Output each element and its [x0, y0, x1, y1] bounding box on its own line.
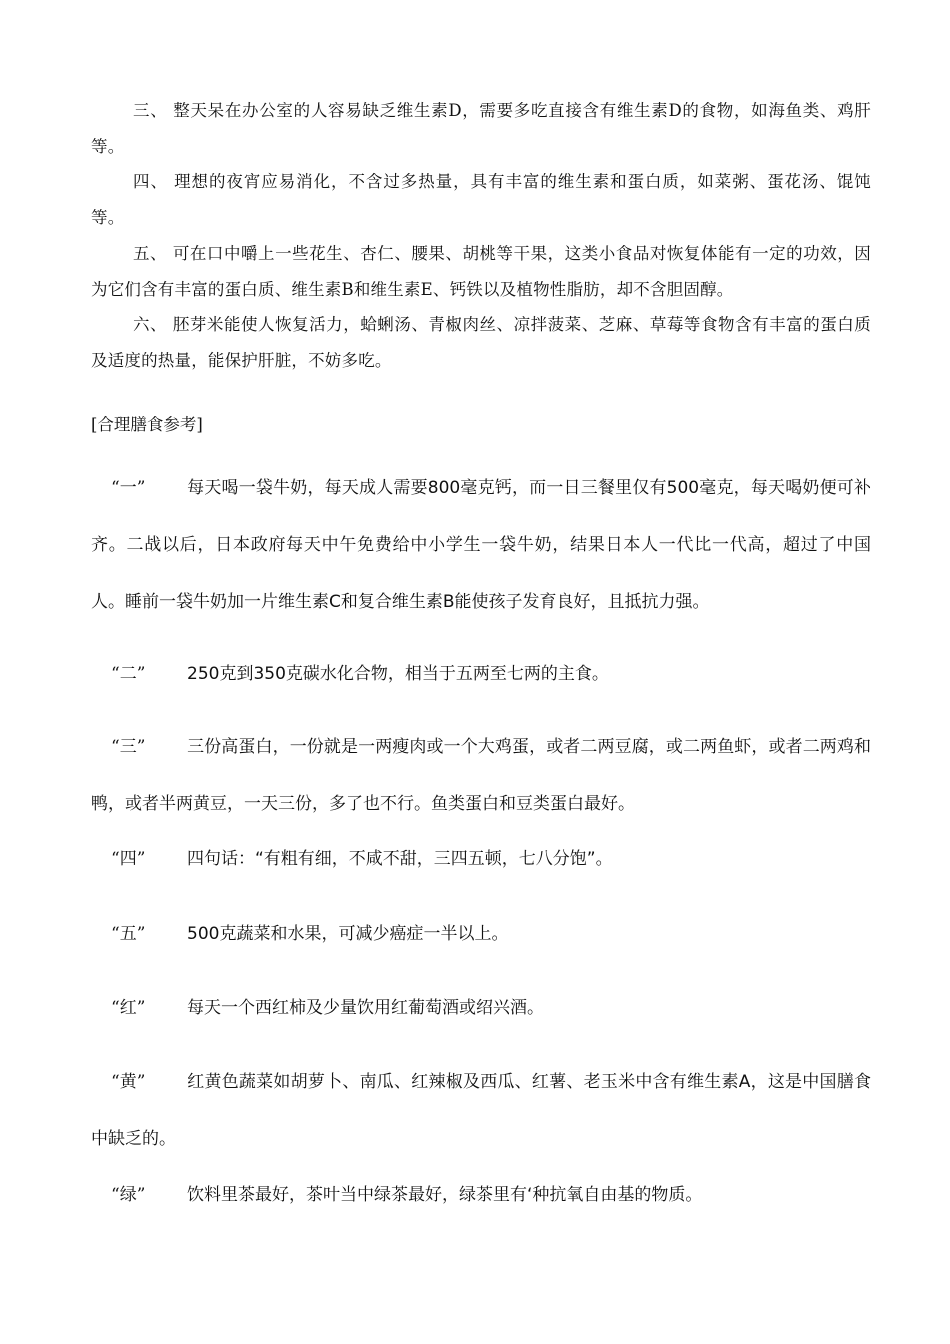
item-text: 四句话：“有粗有细，不咸不甜，三四五顿，七八分饱”。: [187, 849, 613, 869]
paragraph-3: [91, 93, 871, 165]
item-label: “三”: [111, 737, 146, 757]
diet-item-two: [91, 646, 871, 703]
item-label: “红”: [111, 998, 146, 1018]
item-text: 红黄色蔬菜如胡萝卜、南瓜、红辣椒及西瓜、红薯、老玉米中含有维生素A，这是中国膳食中缺乏的。: [91, 1072, 871, 1149]
paragraph-5: [91, 236, 871, 308]
item-label: “二”: [111, 664, 146, 684]
paragraph-text: 五、 可在口中嚼上一些花生、杏仁、腰果、胡桃等干果，这类小食品对恢复体能有一定的功效，因为它们含有丰富的蛋白质、维生素B和维生素E、钙铁以及植物性脂肪，却不含胆固醇。: [91, 244, 871, 299]
item-label: “五”: [111, 924, 146, 944]
item-text: 每天喝一袋牛奶，每天成人需要800毫克钙，而一日三餐里仅有500毫克，每天喝奶便可补齐。二战以后，日本政府每天中午免费给中小学生一袋牛奶，结果日本人一代比一代高，超过了中国人。睡前一袋牛奶加一片维生素C和复合维生素B能使孩子发育良好，且抵抗力强。: [91, 478, 871, 612]
item-label: “黄”: [111, 1072, 146, 1092]
item-label: “四”: [111, 849, 146, 869]
paragraph-6: [91, 307, 871, 379]
diet-item-five: [91, 906, 871, 963]
diet-item-red: [91, 980, 871, 1037]
item-text: 三份高蛋白，一份就是一两瘦肉或一个大鸡蛋，或者二两豆腐，或二两鱼虾，或者二两鸡和鸭，或者半两黄豆，一天三份，多了也不行。鱼类蛋白和豆类蛋白最好。: [91, 737, 871, 814]
item-text: 饮料里茶最好，茶叶当中绿茶最好，绿茶里有‘种抗氧自由基的物质。: [187, 1185, 703, 1205]
paragraph-text: 六、 胚芽米能使人恢复活力，蛤蜊汤、青椒肉丝、凉拌菠菜、芝麻、草莓等食物含有丰富的蛋白质及适度的热量，能保护肝脏，不妨多吃。: [91, 315, 871, 370]
item-label: “一”: [111, 478, 146, 498]
item-text: 每天一个西红柿及少量饮用红葡萄酒或绍兴酒。: [187, 998, 544, 1018]
item-label: “绿”: [111, 1185, 146, 1205]
section-heading: [合理膳食参考]: [91, 415, 203, 434]
paragraph-text: 三、 整天呆在办公室的人容易缺乏维生素D，需要多吃直接含有维生素D的食物，如海鱼类、鸡肝等。: [91, 101, 871, 156]
diet-item-green: [91, 1167, 871, 1224]
diet-item-four: [91, 831, 871, 888]
item-text: 250克到350克碳水化合物，相当于五两至七两的主食。: [187, 664, 609, 684]
diet-item-yellow: [91, 1054, 871, 1168]
paragraph-4: [91, 164, 871, 236]
diet-item-three: [91, 719, 871, 833]
paragraph-text: 四、 理想的夜宵应易消化，不含过多热量，具有丰富的维生素和蛋白质，如菜粥、蛋花汤、馄饨等。: [91, 172, 871, 227]
item-text: 500克蔬菜和水果，可减少癌症一半以上。: [187, 924, 509, 944]
diet-item-one: [91, 460, 871, 631]
